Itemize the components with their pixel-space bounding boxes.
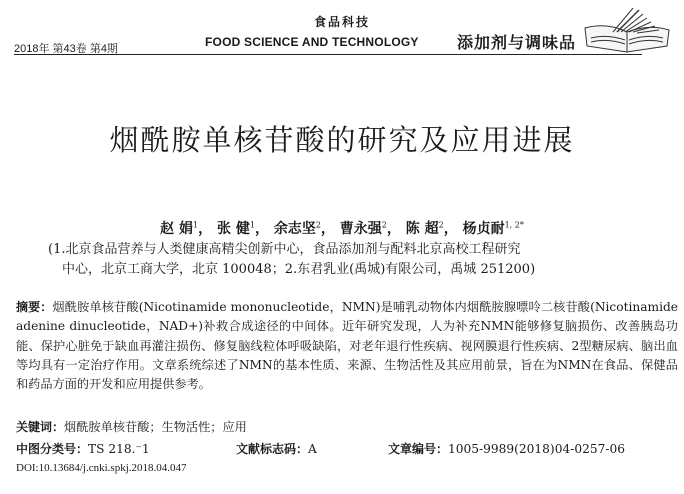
clc-number: 中图分类号：TS 218.⁻1 [16, 442, 150, 456]
author: 曹永强$^2$ [339, 220, 387, 237]
author: 余志坚$^2$ [273, 220, 321, 237]
abstract-text: 烟酰胺单核苷酸(Nicotinamide mononucleotide，NMN)是哺乳动物体内烟酰胺腺嘌呤二核苷酸(Nicotinamide adenine dinucleotide，NAD+)补救合成途径的中间体。近年研究发现，人为补充NMN能够修复脑损伤、改善胰岛功能、保护心脏免于缺血再灌注损伤、修复脑线粒体呼吸缺陷，对老年退行性疾病、视网膜退行性疾病、2型糖尿病、脑出血等均具有一定治疗作用。文章系统综述了NMN的基本性质、来源、生物活性及其应用前景，旨在为NMN在食品、保健品和药品方面的开发和应用提供参考。 [16, 300, 678, 392]
journal-name-cn: 食品科技 [313, 15, 370, 29]
section-name: 添加剂与调味品 [457, 35, 577, 52]
article-title: 烟酰胺单核苷酸的研究及应用进展 [109, 123, 575, 157]
abstract-label: 摘要： [16, 300, 53, 314]
affiliation-line-2: 中心，北京工商大学，北京 100048；2.东君乳业(禹城)有限公司，禹城 251200) [62, 262, 536, 277]
affiliation-line-1: (1.北京食品营养与人类健康高精尖创新中心，食品添加剂与配料北京高校工程研究 [48, 242, 521, 257]
open-book-icon [577, 8, 677, 60]
keywords [16, 418, 247, 435]
author: 张 健$^1$ [216, 220, 255, 237]
author: 陈 超$^2$ [405, 220, 444, 237]
author: 杨贞耐$^{1, 2*}$ [462, 220, 524, 237]
abstract [16, 298, 678, 394]
keywords-text: 烟酰胺单核苷酸；生物活性；应用 [64, 420, 247, 434]
journal-volume: 2018年 第43卷 第4期 [14, 43, 118, 55]
author: 赵 娟$^1$ [160, 220, 199, 237]
header-divider [14, 54, 642, 55]
article-number: 文章编号：1005-9989(2018)04-0257-06 [388, 442, 625, 456]
doi: DOI:10.13684/j.cnki.spkj.2018.04.047 [16, 462, 187, 474]
document-code: 文献标志码：A [236, 442, 317, 456]
keywords-label: 关键词： [16, 420, 65, 434]
author-list: 赵 娟$^1$， 张 健$^1$， 余志坚$^2$， 曹永强$^2$， 陈 超$^2$， 杨贞耐$^{1, 2*}$ [160, 220, 524, 237]
journal-name-en: FOOD SCIENCE AND TECHNOLOGY [205, 35, 419, 49]
